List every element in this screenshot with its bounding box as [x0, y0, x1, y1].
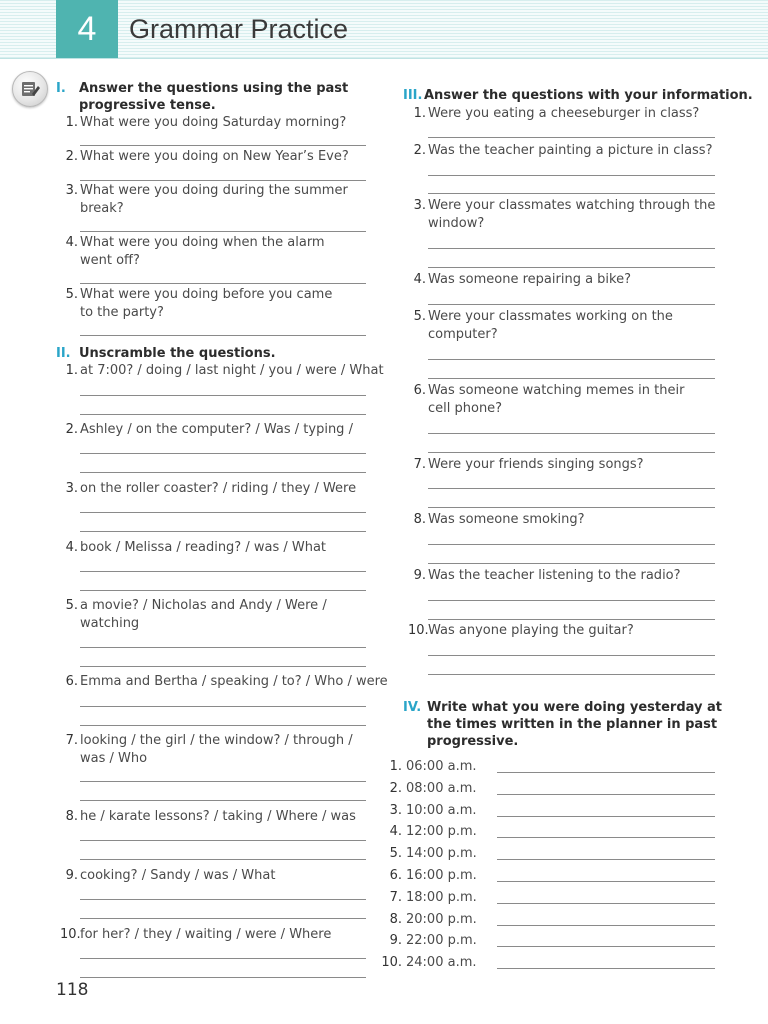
question-text: Was the teacher painting a picture in class? — [428, 143, 713, 158]
planner-answer-line[interactable] — [497, 794, 715, 795]
answer-line[interactable] — [80, 395, 366, 396]
planner-time: 10:00 a.m. — [406, 802, 477, 818]
section-1-title-line2: progressive tense. — [79, 98, 216, 113]
answer-line[interactable] — [80, 899, 366, 900]
answer-line[interactable] — [428, 304, 715, 305]
planner-answer-line[interactable] — [497, 968, 715, 969]
question-number: 4. — [413, 272, 426, 287]
answer-line[interactable] — [428, 137, 715, 138]
question-text: Was someone watching memes in their — [428, 383, 685, 398]
question-number: 10. — [408, 623, 429, 638]
planner-time: 12:00 p.m. — [406, 824, 477, 840]
question-number: 6. — [413, 383, 426, 398]
answer-line[interactable] — [80, 706, 366, 707]
planner-answer-line[interactable] — [497, 925, 715, 926]
answer-line[interactable] — [428, 248, 715, 249]
question-item — [65, 362, 384, 380]
question-number: 3. — [65, 183, 78, 198]
question-text-cont: went off? — [80, 253, 140, 268]
answer-line[interactable] — [80, 453, 366, 454]
planner-answer-line[interactable] — [497, 816, 715, 817]
question-text: Were your classmates watching through the — [428, 198, 716, 213]
answer-line[interactable] — [80, 571, 366, 572]
question-text: Was the teacher listening to the radio? — [428, 568, 681, 583]
answer-line[interactable] — [80, 666, 366, 667]
answer-line[interactable] — [80, 918, 366, 919]
answer-line[interactable] — [80, 335, 366, 336]
question-item — [65, 867, 366, 885]
planner-time: 06:00 a.m. — [406, 759, 477, 774]
section-1-title — [56, 80, 349, 113]
question-item — [65, 480, 366, 498]
question-number: 3. — [65, 481, 78, 496]
planner-row — [380, 933, 477, 949]
question-item — [65, 808, 366, 826]
planner-time: 16:00 p.m. — [406, 868, 477, 883]
question-text: Was someone smoking? — [428, 512, 585, 527]
question-item — [413, 382, 715, 418]
question-item — [413, 308, 715, 344]
section-2-number: II. — [56, 346, 71, 361]
question-number: 4. — [65, 235, 78, 250]
question-text: at 7:00? / doing / last night / you / were / What — [80, 363, 384, 378]
question-text: What were you doing Saturday morning? — [80, 115, 347, 130]
answer-line[interactable] — [80, 647, 366, 648]
answer-line[interactable] — [428, 433, 715, 434]
question-number: 9. — [413, 568, 426, 583]
question-number: 3. — [413, 198, 426, 213]
question-item — [60, 926, 366, 944]
page-number: 118 — [56, 980, 89, 1000]
question-number: 8. — [65, 809, 78, 824]
answer-line[interactable] — [428, 544, 715, 545]
question-text: Ashley / on the computer? / Was / typing / — [80, 422, 353, 437]
planner-number: 6. — [389, 868, 402, 883]
planner-time: 14:00 p.m. — [406, 846, 477, 862]
pencil-notebook-icon — [12, 71, 48, 107]
section-4-title-line3: progressive. — [427, 734, 519, 749]
question-item — [65, 673, 388, 691]
answer-line[interactable] — [428, 619, 715, 620]
planner-row — [380, 912, 477, 928]
question-item — [65, 597, 366, 633]
question-text: Were your friends singing songs? — [428, 457, 644, 472]
answer-line[interactable] — [80, 859, 366, 860]
section-4-title-line2: the times written in the planner in past — [427, 717, 718, 732]
question-text: Emma and Bertha / speaking / to? / Who / were — [80, 674, 388, 689]
question-item — [65, 421, 366, 439]
question-text: Was anyone playing the guitar? — [428, 623, 634, 638]
question-item — [65, 286, 366, 322]
question-text-cont: cell phone? — [428, 401, 503, 416]
section-4-title-line1: Write what you were doing yesterday at — [427, 700, 722, 715]
answer-line[interactable] — [80, 840, 366, 841]
answer-line[interactable] — [80, 145, 366, 146]
question-item — [65, 114, 366, 132]
planner-number: 9. — [389, 933, 402, 949]
answer-line[interactable] — [80, 512, 366, 513]
planner-time: 24:00 a.m. — [406, 955, 477, 971]
planner-number: 7. — [389, 889, 402, 905]
planner-answer-line[interactable] — [497, 903, 715, 904]
planner-answer-line[interactable] — [497, 772, 715, 773]
question-text: he / karate lessons? / taking / Where / was — [80, 809, 356, 824]
question-number: 2. — [65, 149, 78, 164]
question-number: 4. — [65, 540, 78, 555]
planner-time: 20:00 p.m. — [406, 911, 477, 927]
planner-time: 18:00 p.m. — [406, 889, 477, 905]
question-number: 1. — [65, 363, 78, 378]
question-item — [65, 148, 366, 166]
question-text: What were you doing when the alarm — [80, 235, 325, 250]
question-number: 2. — [65, 422, 78, 437]
question-text: What were you doing before you came — [80, 287, 333, 302]
question-text-cont: watching — [80, 616, 140, 631]
planner-row — [380, 824, 477, 840]
question-item — [413, 271, 715, 289]
question-item — [413, 142, 715, 160]
answer-line[interactable] — [428, 193, 715, 194]
answer-line[interactable] — [428, 378, 715, 379]
question-item — [65, 539, 366, 557]
question-number: 9. — [65, 868, 78, 883]
planner-number: 8. — [389, 911, 402, 927]
section-4-title — [403, 699, 722, 749]
unit-number-box — [56, 0, 118, 58]
answer-line[interactable] — [428, 563, 715, 564]
section-4-number: IV. — [403, 700, 422, 715]
question-text: for her? / they / waiting / were / Where — [80, 927, 332, 942]
question-number: 5. — [65, 287, 78, 302]
answer-line[interactable] — [428, 267, 715, 268]
answer-line[interactable] — [80, 472, 366, 473]
planner-time: 08:00 a.m. — [406, 780, 477, 796]
planner-row — [380, 803, 477, 819]
planner-answer-line[interactable] — [497, 859, 715, 860]
question-item — [413, 197, 716, 233]
answer-line[interactable] — [428, 600, 715, 601]
answer-line[interactable] — [428, 674, 715, 675]
answer-line[interactable] — [80, 958, 366, 959]
question-text-cont: to the party? — [80, 305, 164, 320]
question-text: looking / the girl / the window? / through / — [80, 733, 353, 748]
question-number: 2. — [413, 143, 426, 158]
planner-answer-line[interactable] — [497, 946, 715, 947]
question-text: book / Melissa / reading? / was / What — [80, 540, 327, 555]
planner-row — [380, 890, 477, 906]
page-title: Grammar Practice — [129, 14, 349, 44]
answer-line[interactable] — [80, 180, 366, 181]
planner-answer-line[interactable] — [497, 837, 715, 838]
answer-line[interactable] — [428, 175, 715, 176]
planner-time: 22:00 p.m. — [406, 933, 477, 949]
planner-row — [380, 781, 477, 797]
planner-number: 4. — [389, 824, 402, 840]
answer-line[interactable] — [428, 655, 715, 656]
answer-line[interactable] — [80, 531, 366, 532]
question-text: Were you eating a cheeseburger in class? — [428, 106, 700, 121]
question-number: 7. — [413, 457, 426, 472]
question-number: 7. — [65, 733, 78, 748]
question-number: 5. — [413, 309, 426, 324]
question-number: 10. — [60, 927, 81, 942]
answer-line[interactable] — [80, 283, 366, 284]
planner-number: 10. — [381, 955, 402, 971]
question-item — [408, 622, 715, 640]
planner-number: 3. — [389, 802, 402, 818]
question-text: Was someone repairing a bike? — [428, 272, 631, 287]
question-item — [65, 234, 366, 270]
section-1-number: I. — [56, 81, 66, 96]
section-3-title-text: Answer the questions with your information. — [424, 88, 753, 103]
question-text: on the roller coaster? / riding / they / Were — [80, 481, 357, 496]
answer-line[interactable] — [428, 507, 715, 508]
answer-line[interactable] — [428, 452, 715, 453]
answer-line[interactable] — [428, 359, 715, 360]
answer-line[interactable] — [80, 590, 366, 591]
question-item — [413, 511, 715, 529]
section-3-title — [403, 87, 753, 104]
question-number: 6. — [65, 674, 78, 689]
question-text: What were you doing during the summer — [80, 183, 348, 198]
question-text-cont: window? — [428, 216, 485, 231]
planner-answer-line[interactable] — [497, 881, 715, 882]
answer-line[interactable] — [80, 414, 366, 415]
question-item — [65, 182, 366, 218]
planner-row — [380, 955, 477, 971]
question-text-cont: break? — [80, 201, 124, 216]
section-2-title — [56, 345, 276, 362]
answer-line[interactable] — [80, 725, 366, 726]
question-item — [65, 732, 366, 768]
question-number: 1. — [65, 115, 78, 130]
answer-line[interactable] — [428, 488, 715, 489]
answer-line[interactable] — [80, 781, 366, 782]
planner-number: 1. — [389, 759, 402, 774]
unit-number: 4 — [77, 9, 97, 48]
section-3-number: III. — [403, 88, 423, 103]
planner-row — [380, 846, 477, 862]
question-text-cont: computer? — [428, 327, 498, 342]
question-text: Were your classmates working on the — [428, 309, 673, 324]
answer-line[interactable] — [80, 231, 366, 232]
question-item — [413, 105, 715, 123]
question-item — [413, 456, 715, 474]
question-text: What were you doing on New Year’s Eve? — [80, 149, 349, 164]
answer-line[interactable] — [80, 800, 366, 801]
planner-number: 5. — [389, 846, 402, 862]
question-number: 8. — [413, 512, 426, 527]
section-1-title-line1: Answer the questions using the past — [79, 81, 349, 96]
question-item — [413, 567, 715, 585]
question-number: 1. — [413, 106, 426, 121]
question-text: a movie? / Nicholas and Andy / Were / — [80, 598, 327, 613]
planner-row — [380, 868, 477, 884]
question-text: cooking? / Sandy / was / What — [80, 868, 276, 883]
answer-line[interactable] — [80, 977, 366, 978]
question-number: 5. — [65, 598, 78, 613]
question-text-cont: was / Who — [80, 751, 148, 766]
planner-row — [380, 759, 477, 775]
planner-number: 2. — [389, 780, 402, 796]
section-2-title-text: Unscramble the questions. — [79, 346, 276, 361]
